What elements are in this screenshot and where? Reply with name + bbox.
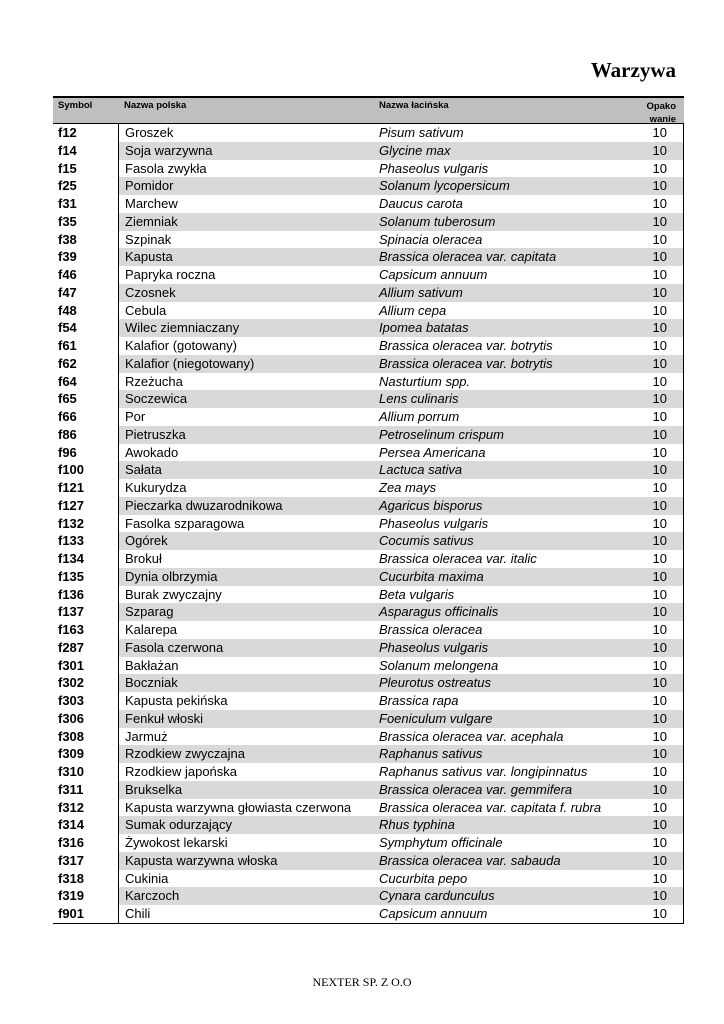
cell-symbol: f136 [53, 586, 118, 604]
cell-latin-name: Spinacia oleracea [379, 231, 483, 247]
cell-polish-name: Fasola czerwona [118, 639, 379, 657]
table-row [53, 799, 684, 817]
cell-symbol: f314 [53, 816, 118, 834]
cell-latin-name: Brassica oleracea var. italic [379, 551, 537, 566]
cell-latin-name: Cynara cardunculus [379, 887, 634, 905]
cell-latin-name: Brassica oleracea var. capitata f. rubra [379, 799, 602, 815]
table-row [53, 905, 684, 923]
cell-polish-name: Pomidor [118, 177, 379, 195]
table-body [53, 124, 684, 924]
cell-packaging: 10 [634, 177, 684, 195]
cell-packaging: 10 [634, 284, 684, 302]
cell-latin-name: Brassica oleracea var. gemmifera [379, 781, 634, 799]
cell-symbol: f96 [53, 444, 118, 462]
cell-packaging: 10 [634, 142, 684, 160]
cell-symbol: f134 [53, 550, 118, 568]
cell-packaging: 10 [634, 603, 684, 621]
cell-latin-name: Ipomea batatas [379, 319, 634, 337]
table-row [53, 160, 684, 178]
cell-packaging: 10 [634, 302, 684, 320]
cell-packaging: 10 [634, 674, 684, 692]
cell-symbol: f127 [53, 497, 118, 515]
header-packaging-line1: Opako [646, 101, 676, 112]
cell-latin-name: Pisum sativum [379, 125, 464, 140]
cell-latin-name: Brassica oleracea [379, 622, 483, 637]
table-row [53, 390, 684, 408]
cell-polish-name: Por [118, 408, 379, 426]
table-row [53, 124, 684, 142]
table-row [53, 674, 684, 692]
table-row [53, 763, 684, 781]
cell-polish-name: Kalarepa [118, 621, 379, 639]
cell-packaging: 10 [634, 852, 684, 870]
cell-polish-name: Brukselka [118, 781, 379, 799]
cell-symbol: f35 [53, 213, 118, 231]
header-symbol: Symbol [58, 100, 93, 111]
cell-latin-name: Pleurotus ostreatus [379, 674, 634, 692]
cell-polish-name: Kapusta [118, 248, 379, 266]
cell-packaging: 10 [634, 816, 684, 834]
cell-symbol: f132 [53, 515, 118, 533]
table-row [53, 266, 684, 284]
cell-symbol: f66 [53, 408, 118, 426]
cell-polish-name: Kukurydza [118, 479, 379, 497]
cell-latin-name: Cucurbita pepo [379, 870, 468, 886]
cell-latin-name: Foeniculum vulgare [379, 710, 634, 728]
cell-symbol: f163 [53, 621, 118, 639]
cell-polish-name: Groszek [118, 124, 379, 142]
cell-symbol: f86 [53, 426, 118, 444]
cell-packaging: 10 [634, 887, 684, 905]
cell-packaging: 10 [634, 799, 684, 817]
table-row [53, 745, 684, 763]
cell-latin-name: Phaseolus vulgaris [379, 639, 634, 657]
cell-packaging: 10 [634, 728, 684, 746]
table-row [53, 213, 684, 231]
table-row [53, 426, 684, 444]
cell-packaging: 10 [634, 781, 684, 799]
cell-polish-name: Rzeżucha [118, 373, 379, 391]
table-row [53, 195, 684, 213]
cell-packaging: 10 [634, 586, 684, 604]
table-row [53, 355, 684, 373]
cell-latin-name: Glycine max [379, 142, 634, 160]
cell-latin-name: Brassica oleracea var. botrytis [379, 355, 634, 373]
table-row [53, 177, 684, 195]
cell-polish-name: Czosnek [118, 284, 379, 302]
cell-latin-name: Allium porrum [379, 409, 460, 424]
cell-packaging: 10 [634, 515, 684, 533]
cell-packaging: 10 [634, 870, 684, 888]
cell-latin-name: Raphanus sativus var. longipinnatus [379, 764, 588, 779]
cell-symbol: f31 [53, 195, 118, 213]
cell-polish-name: Kapusta pekińska [118, 692, 379, 710]
cell-polish-name: Pietruszka [118, 426, 379, 444]
cell-symbol: f54 [53, 319, 118, 337]
cell-polish-name: Marchew [118, 195, 379, 213]
cell-packaging: 10 [634, 905, 684, 923]
cell-packaging: 10 [634, 639, 684, 657]
cell-latin-name: Phaseolus vulgaris [379, 160, 489, 176]
cell-latin-name: Allium sativum [379, 284, 634, 302]
cell-packaging: 10 [634, 550, 684, 568]
page-title: Warzywa [590, 58, 676, 82]
cell-polish-name: Sumak odurzający [118, 816, 379, 834]
cell-packaging: 10 [634, 408, 684, 426]
cell-symbol: f303 [53, 692, 118, 710]
cell-packaging: 10 [634, 621, 684, 639]
cell-polish-name: Fenkuł włoski [118, 710, 379, 728]
cell-latin-name: Solanum melongena [379, 657, 499, 673]
cell-symbol: f135 [53, 568, 118, 586]
table-row [53, 550, 684, 568]
cell-polish-name: Fasola zwykła [118, 160, 379, 178]
cell-polish-name: Cebula [118, 302, 379, 320]
table-row [53, 568, 684, 586]
cell-polish-name: Rzodkiew japońska [118, 763, 379, 781]
cell-latin-name: Cucurbita maxima [379, 568, 634, 586]
table-row [53, 639, 684, 657]
cell-symbol: f15 [53, 160, 118, 178]
cell-polish-name: Żywokost lekarski [118, 834, 379, 852]
table-row [53, 479, 684, 497]
cell-packaging: 10 [634, 319, 684, 337]
cell-packaging: 10 [634, 568, 684, 586]
cell-packaging: 10 [634, 390, 684, 408]
table-row [53, 887, 684, 905]
cell-symbol: f311 [53, 781, 118, 799]
cell-polish-name: Kapusta warzywna włoska [118, 852, 379, 870]
cell-polish-name: Szpinak [118, 231, 379, 249]
table-row [53, 870, 684, 888]
cell-latin-name: Brassica oleracea var. capitata [379, 248, 634, 266]
cell-polish-name: Awokado [118, 444, 379, 462]
cell-symbol: f319 [53, 887, 118, 905]
cell-packaging: 10 [634, 231, 684, 249]
table-row [53, 710, 684, 728]
cell-packaging: 10 [634, 461, 684, 479]
cell-polish-name: Szparag [118, 603, 379, 621]
cell-latin-name: Zea mays [379, 480, 437, 495]
cell-symbol: f301 [53, 657, 118, 675]
cell-packaging: 10 [634, 213, 684, 231]
table-row [53, 373, 684, 391]
cell-symbol: f306 [53, 710, 118, 728]
cell-latin-name: Beta vulgaris [379, 586, 455, 602]
table-row [53, 319, 684, 337]
table-row [53, 302, 684, 320]
cell-latin-name: Capsicum annuum [379, 906, 488, 921]
cell-latin-name: Persea Americana [379, 444, 486, 460]
footer-company: NEXTER SP. Z O.O [312, 975, 412, 989]
cell-packaging: 10 [634, 497, 684, 515]
cell-symbol: f133 [53, 532, 118, 550]
cell-symbol: f318 [53, 870, 118, 888]
cell-packaging: 10 [634, 710, 684, 728]
cell-symbol: f25 [53, 177, 118, 195]
table-row [53, 532, 684, 550]
cell-symbol: f47 [53, 284, 118, 302]
header-latin-name: Nazwa łacińska [379, 100, 449, 111]
cell-latin-name: Asparagus officinalis [379, 603, 634, 621]
cell-polish-name: Ogórek [118, 532, 379, 550]
table-row [53, 692, 684, 710]
cell-packaging: 10 [634, 266, 684, 284]
cell-polish-name: Brokuł [118, 550, 379, 568]
cell-polish-name: Jarmuż [118, 728, 379, 746]
cell-polish-name: Cukinia [118, 870, 379, 888]
cell-packaging: 10 [634, 834, 684, 852]
cell-polish-name: Wilec ziemniaczany [118, 319, 379, 337]
table-row [53, 337, 684, 355]
table-row [53, 586, 684, 604]
cell-latin-name: Raphanus sativus [379, 745, 634, 763]
cell-latin-name: Lactuca sativa [379, 461, 634, 479]
table-row [53, 408, 684, 426]
cell-packaging: 10 [634, 657, 684, 675]
cell-latin-name: Capsicum annuum [379, 267, 488, 282]
cell-polish-name: Dynia olbrzymia [118, 568, 379, 586]
table-row [53, 781, 684, 799]
cell-packaging: 10 [634, 248, 684, 266]
cell-packaging: 10 [634, 355, 684, 373]
cell-polish-name: Burak zwyczajny [118, 586, 379, 604]
cell-latin-name: Solanum tuberosum [379, 213, 634, 231]
header-packaging [634, 98, 684, 123]
cell-packaging: 10 [634, 426, 684, 444]
cell-polish-name: Kalafior (niegotowany) [118, 355, 379, 373]
cell-packaging: 10 [634, 337, 684, 355]
header-polish-name: Nazwa polska [124, 100, 187, 111]
table-row [53, 621, 684, 639]
cell-packaging: 10 [634, 373, 684, 391]
cell-symbol: f62 [53, 355, 118, 373]
cell-latin-name: Brassica oleracea var. botrytis [379, 338, 553, 353]
cell-polish-name: Fasolka szparagowa [118, 515, 379, 533]
cell-latin-name: Brassica oleracea var. sabauda [379, 852, 634, 870]
cell-symbol: f64 [53, 373, 118, 391]
cell-latin-name: Symphytum officinale [379, 835, 503, 850]
table-row [53, 816, 684, 834]
cell-latin-name: Cocumis sativus [379, 532, 634, 550]
table-header [53, 96, 684, 124]
cell-polish-name: Chili [118, 905, 379, 923]
cell-symbol: f901 [53, 905, 118, 923]
cell-symbol: f302 [53, 674, 118, 692]
cell-polish-name: Bakłażan [118, 657, 379, 675]
cell-latin-name: Solanum lycopersicum [379, 177, 634, 195]
cell-latin-name: Nasturtium spp. [379, 373, 471, 389]
cell-packaging: 10 [634, 745, 684, 763]
cell-symbol: f39 [53, 248, 118, 266]
cell-polish-name: Ziemniak [118, 213, 379, 231]
table-row [53, 142, 684, 160]
cell-symbol: f12 [53, 124, 118, 142]
cell-packaging: 10 [634, 124, 684, 142]
table-row [53, 497, 684, 515]
cell-packaging: 10 [634, 692, 684, 710]
table-row [53, 834, 684, 852]
table-row [53, 248, 684, 266]
table-row [53, 852, 684, 870]
cell-polish-name: Pieczarka dwuzarodnikowa [118, 497, 379, 515]
cell-symbol: f312 [53, 799, 118, 817]
cell-latin-name: Brassica rapa [379, 693, 459, 708]
header-packaging-line2: wanie [649, 114, 676, 125]
cell-symbol: f317 [53, 852, 118, 870]
table-row [53, 231, 684, 249]
cell-polish-name: Papryka roczna [118, 266, 379, 284]
table-row [53, 603, 684, 621]
cell-latin-name: Allium cepa [379, 302, 447, 318]
cell-symbol: f309 [53, 745, 118, 763]
cell-polish-name: Soja warzywna [118, 142, 379, 160]
cell-latin-name: Phaseolus vulgaris [379, 515, 489, 531]
cell-latin-name: Lens culinaris [379, 390, 634, 408]
cell-latin-name: Agaricus bisporus [379, 497, 634, 515]
cell-symbol: f308 [53, 728, 118, 746]
cell-packaging: 10 [634, 532, 684, 550]
cell-latin-name: Rhus typhina [379, 816, 634, 834]
cell-polish-name: Karczoch [118, 887, 379, 905]
cell-polish-name: Kapusta warzywna głowiasta czerwona [118, 799, 379, 817]
cell-polish-name: Rzodkiew zwyczajna [118, 745, 379, 763]
cell-symbol: f137 [53, 603, 118, 621]
cell-packaging: 10 [634, 763, 684, 781]
cell-packaging: 10 [634, 160, 684, 178]
cell-latin-name: Daucus carota [379, 196, 463, 211]
vegetable-table [53, 96, 684, 924]
cell-symbol: f121 [53, 479, 118, 497]
table-row [53, 444, 684, 462]
cell-packaging: 10 [634, 444, 684, 462]
table-row [53, 515, 684, 533]
table-row [53, 284, 684, 302]
cell-symbol: f48 [53, 302, 118, 320]
cell-symbol: f38 [53, 231, 118, 249]
cell-polish-name: Soczewica [118, 390, 379, 408]
cell-symbol: f316 [53, 834, 118, 852]
cell-symbol: f310 [53, 763, 118, 781]
table-row [53, 461, 684, 479]
cell-latin-name: Brassica oleracea var. acephala [379, 728, 564, 744]
table-row [53, 728, 684, 746]
cell-polish-name: Sałata [118, 461, 379, 479]
cell-symbol: f61 [53, 337, 118, 355]
cell-packaging: 10 [634, 479, 684, 497]
cell-symbol: f100 [53, 461, 118, 479]
cell-symbol: f65 [53, 390, 118, 408]
cell-symbol: f14 [53, 142, 118, 160]
cell-symbol: f46 [53, 266, 118, 284]
cell-polish-name: Kalafior (gotowany) [118, 337, 379, 355]
cell-symbol: f287 [53, 639, 118, 657]
cell-polish-name: Boczniak [118, 674, 379, 692]
cell-packaging: 10 [634, 195, 684, 213]
cell-latin-name: Petroselinum crispum [379, 426, 634, 444]
table-row [53, 657, 684, 675]
